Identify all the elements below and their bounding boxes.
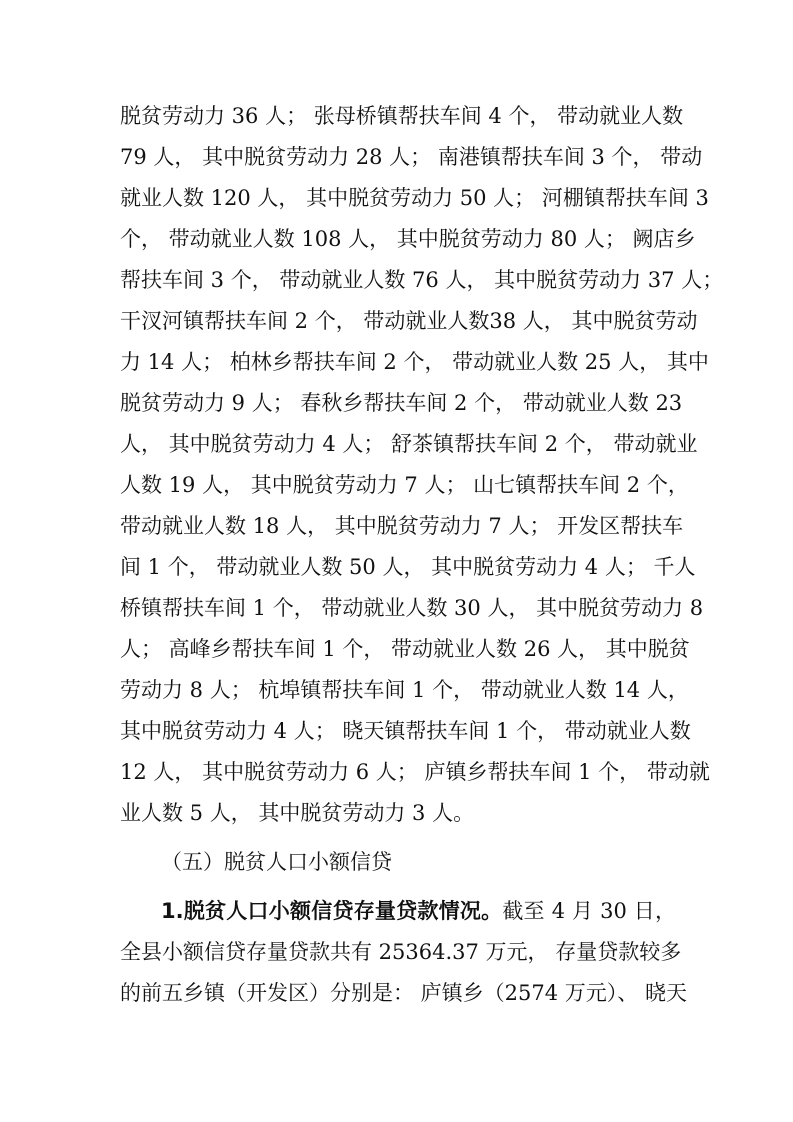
body-line-5: 帮扶车间 3 个， 带动就业人数 76 人， 其中脱贫劳动力 37 人； xyxy=(120,268,724,292)
body-line-3: 就业人数 120 人， 其中脱贫劳动力 50 人； 河棚镇帮扶车间 3 xyxy=(120,186,709,210)
body-line-18: 业人数 5 人， 其中脱贫劳动力 3 人。 xyxy=(120,801,475,825)
body-line-13: 桥镇帮扶车间 1 个， 带动就业人数 30 人， 其中脱贫劳动力 8 xyxy=(120,596,704,620)
body-line-8: 脱贫劳动力 9 人； 春秋乡帮扶车间 2 个， 带动就业人数 23 xyxy=(120,391,683,415)
body-line-6: 干汊河镇帮扶车间 2 个， 带动就业人数38 人， 其中脱贫劳动 xyxy=(120,309,698,333)
body-line-12: 间 1 个， 带动就业人数 50 人， 其中脱贫劳动力 4 人； 千人 xyxy=(120,555,696,579)
subsection-first-line-text: 截至 4 月 30 日， xyxy=(502,899,676,923)
body-line-16: 其中脱贫劳动力 4 人； 晓天镇帮扶车间 1 个， 带动就业人数 xyxy=(120,719,691,743)
body-line-4: 个， 带动就业人数 108 人， 其中脱贫劳动力 80 人； 阙店乡 xyxy=(120,227,696,251)
subsection-line-2: 全县小额信贷存量贷款共有 25364.37 万元， 存量贷款较多 xyxy=(120,940,682,964)
body-line-2: 79 人， 其中脱贫劳动力 28 人； 南港镇帮扶车间 3 个， 带动 xyxy=(120,145,703,169)
body-line-9: 人， 其中脱贫劳动力 4 人； 舒茶镇帮扶车间 2 个， 带动就业 xyxy=(120,432,698,456)
subsection-first-line xyxy=(161,898,676,924)
body-line-14: 人； 高峰乡帮扶车间 1 个， 带动就业人数 26 人， 其中脱贫 xyxy=(120,637,690,661)
body-line-17: 12 人， 其中脱贫劳动力 6 人； 庐镇乡帮扶车间 1 个， 带动就 xyxy=(120,760,710,784)
body-line-7: 力 14 人； 柏林乡帮扶车间 2 个， 带动就业人数 25 人， 其中 xyxy=(120,350,709,374)
body-line-10: 人数 19 人， 其中脱贫劳动力 7 人； 山七镇帮扶车间 2 个， xyxy=(120,473,689,497)
body-line-1: 脱贫劳动力 36 人； 张母桥镇帮扶车间 4 个， 带动就业人数 xyxy=(120,104,684,128)
section-heading: （五）脱贫人口小额信贷 xyxy=(161,850,392,874)
subsection-title: 1.脱贫人口小额信贷存量贷款情况。 xyxy=(161,899,503,923)
body-line-15: 劳动力 8 人； 杭埠镇帮扶车间 1 个， 带动就业人数 14 人， xyxy=(120,678,689,702)
body-line-11: 带动就业人数 18 人， 其中脱贫劳动力 7 人； 开发区帮扶车 xyxy=(120,514,684,538)
subsection-line-3: 的前五乡镇（开发区）分别是： 庐镇乡（2574 万元）、 晓天 xyxy=(120,981,687,1005)
